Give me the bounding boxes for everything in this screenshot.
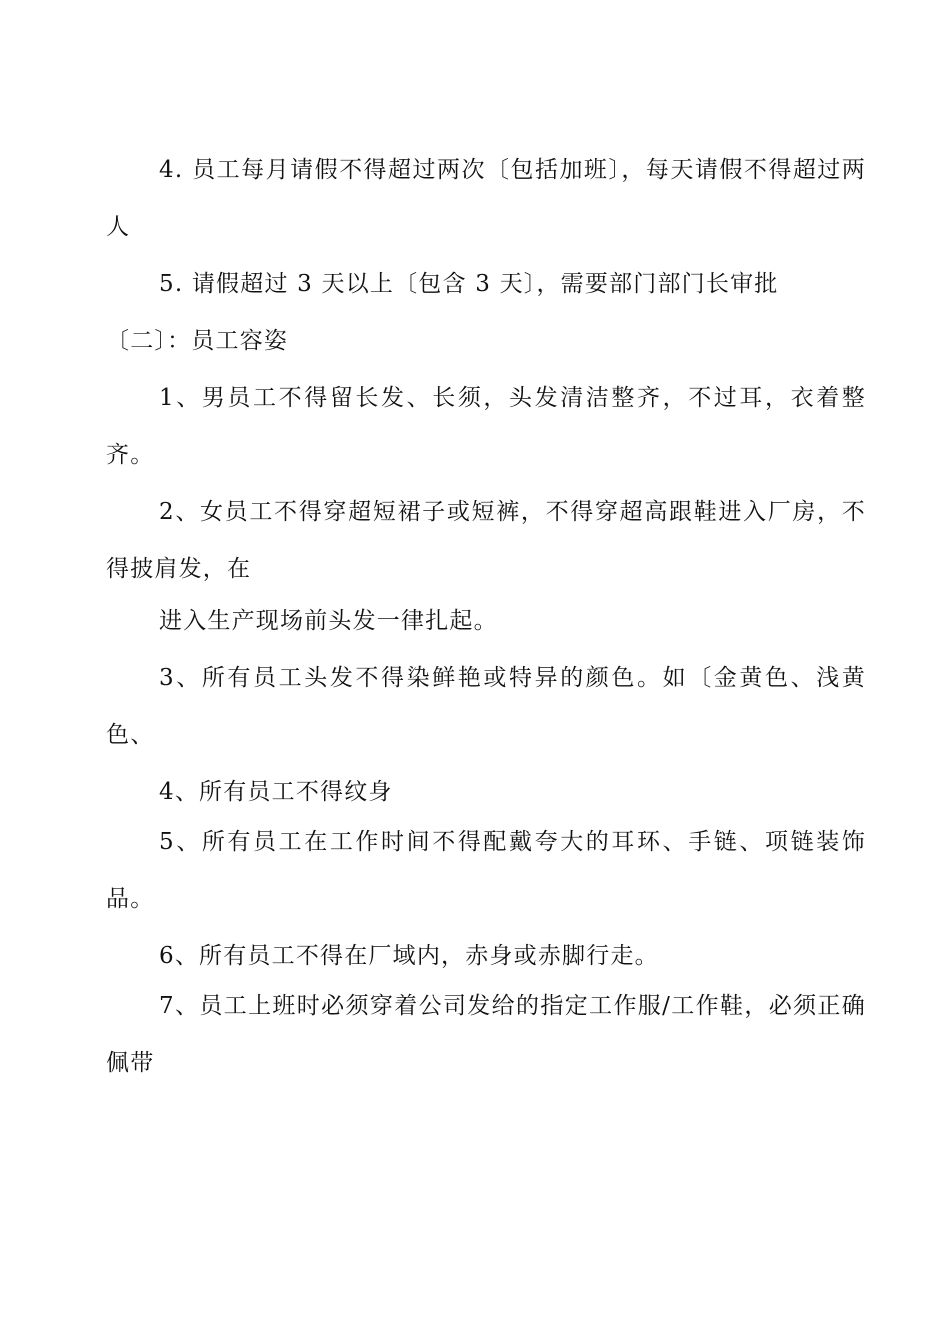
paragraph-barefoot: 6、所有员工不得在厂域内，赤身或赤脚行走。 [159, 943, 659, 969]
paragraph-leave-limit: 4. 员工每月请假不得超过两次〔包括加班〕，每天请假不得超过两人 [106, 157, 866, 240]
paragraph-female-appearance: 2、女员工不得穿超短裙子或短裤，不得穿超高跟鞋进入厂房，不得披肩发，在 [106, 499, 866, 582]
paragraph-leave-approval: 5. 请假超过 3 天以上〔包含 3 天〕，需要部门部门长审批 [159, 271, 779, 297]
paragraph-hair-tied: 进入生产现场前头发一律扎起。 [159, 608, 498, 634]
paragraph-uniform: 7、员工上班时必须穿着公司发给的指定工作服/工作鞋，必须正确佩带 [106, 993, 866, 1076]
paragraph-male-appearance: 1、男员工不得留长发、长须，头发清洁整齐，不过耳，衣着整齐。 [106, 385, 866, 468]
paragraph-hair-color: 3、所有员工头发不得染鲜艳或特异的颜色。如〔金黄色、浅黄色、 [106, 665, 866, 748]
paragraph-jewelry: 5、所有员工在工作时间不得配戴夸大的耳环、手链、项链装饰品。 [106, 829, 866, 912]
paragraph-no-tattoo: 4、所有员工不得纹身 [159, 779, 393, 805]
section-heading-appearance: 〔二〕：员工容姿 [106, 328, 289, 354]
